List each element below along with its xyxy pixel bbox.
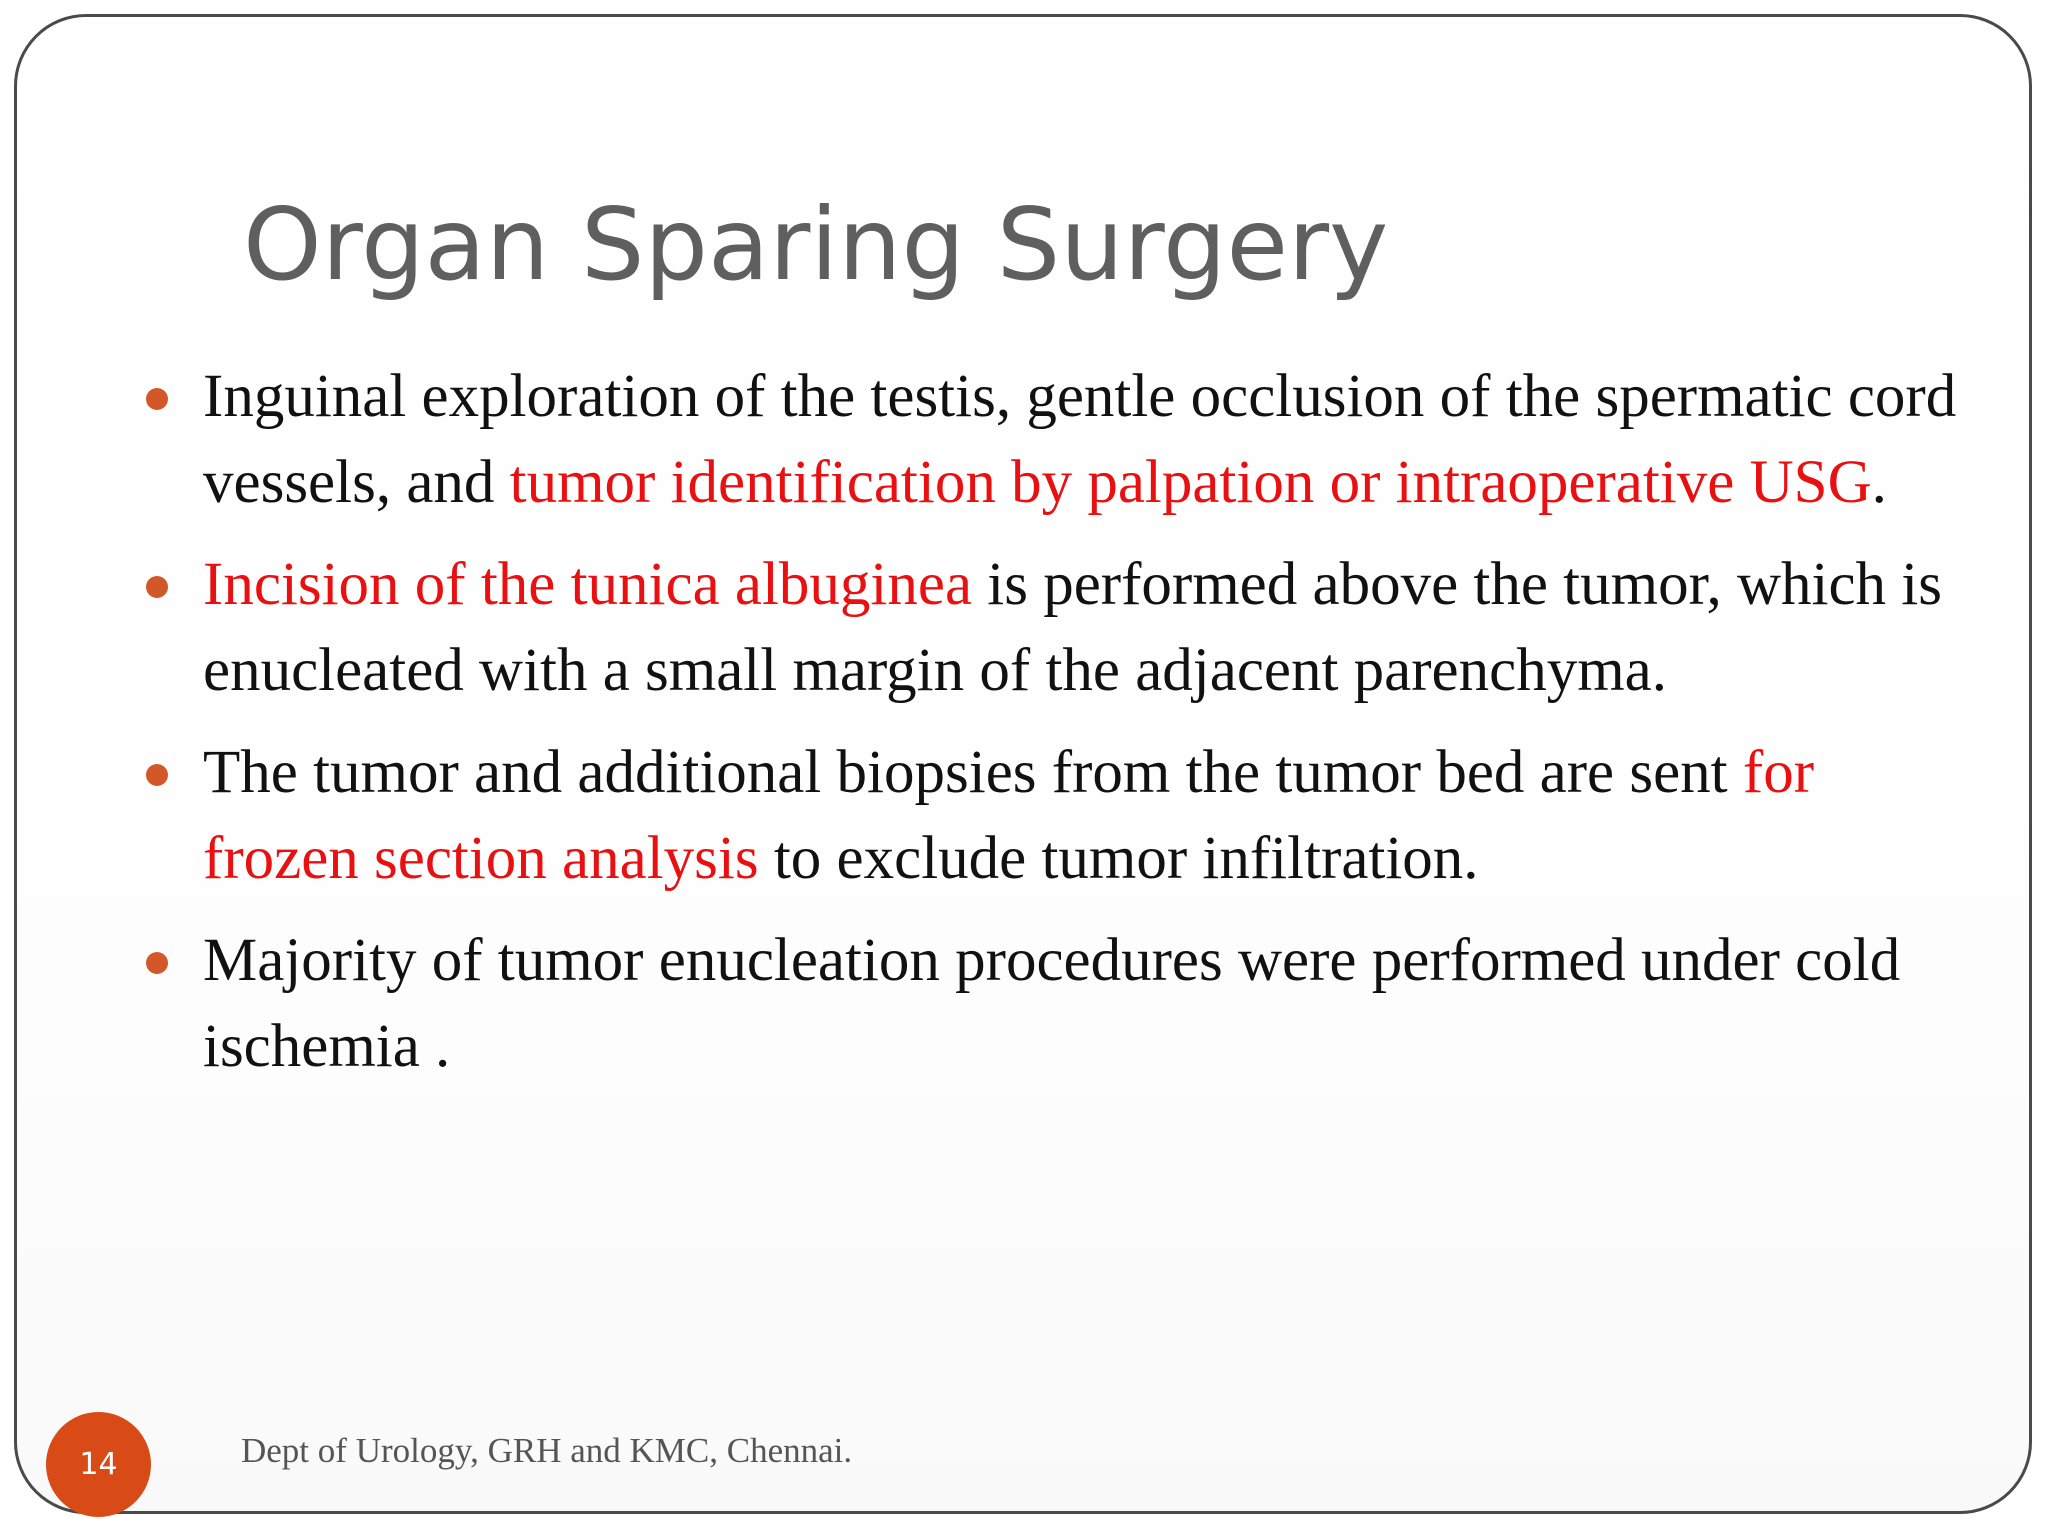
footer-text: Dept of Urology, GRH and KMC, Chennai.: [241, 1431, 853, 1470]
bullet-text: Majority of tumor enucleation procedures were performed under cold ischemia .: [203, 927, 1901, 1080]
bullet-text: The tumor and additional biopsies from the tumor bed are sent: [203, 739, 1743, 806]
bullet-text: is performed above the tumor, which is enucleated with a small margin of the adjacent parenchyma.: [203, 551, 1942, 704]
bullet-dot-icon: [146, 576, 168, 598]
bullet-item: [203, 730, 1963, 902]
bullet-dot-icon: [146, 764, 168, 786]
bullet-dot-icon: [146, 388, 168, 410]
slide: [14, 14, 2032, 1514]
bullet-highlight-text: for frozen section analysis: [203, 739, 1815, 892]
bullet-list: [203, 354, 1963, 1106]
bullet-dot-icon: [146, 952, 168, 974]
bullet-item: [203, 354, 1963, 526]
page-number-badge: 14: [46, 1412, 151, 1517]
bullet-text: to exclude tumor infiltration.: [758, 825, 1479, 892]
slide-title: Organ Sparing Surgery: [243, 186, 1389, 303]
bullet-text: Inguinal exploration of the testis, gentle occlusion of the spermatic cord vessels, and: [203, 363, 1957, 516]
bullet-highlight-text: tumor identification by palpation or intraoperative USG: [509, 449, 1872, 516]
bullet-item: [203, 542, 1963, 714]
bullet-item: [203, 918, 1963, 1090]
bullet-highlight-text: Incision of the tunica albuginea: [203, 551, 973, 618]
bullet-text: .: [1871, 449, 1887, 516]
